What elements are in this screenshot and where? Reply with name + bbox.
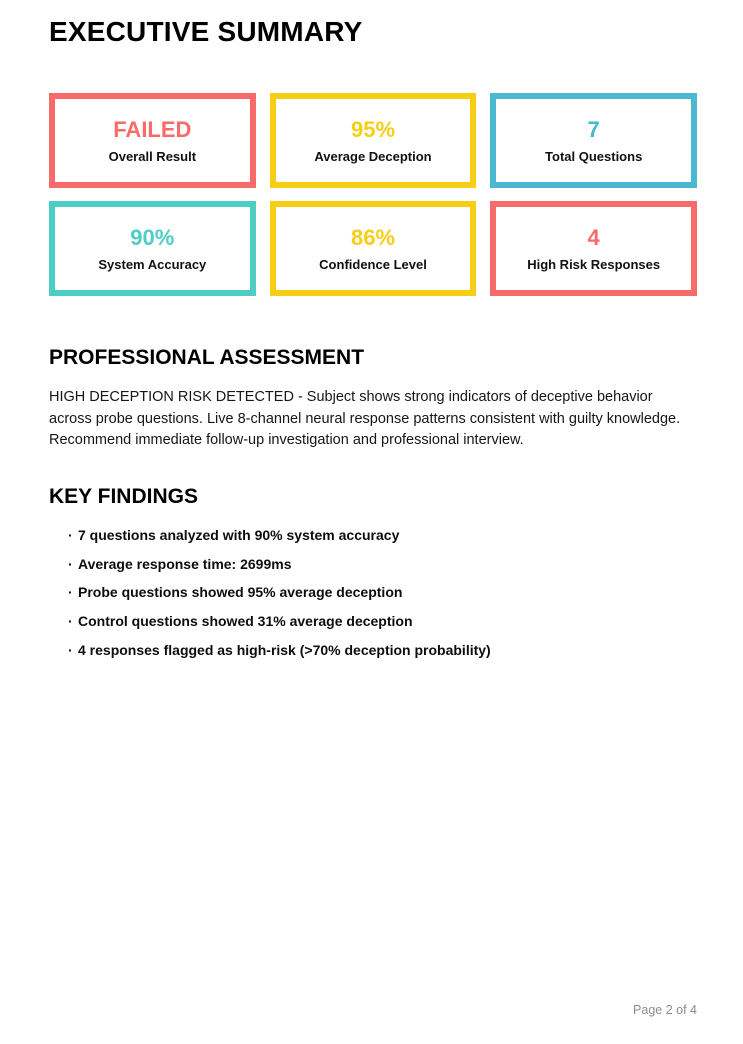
stat-card [49, 201, 256, 296]
section-key-findings [49, 485, 697, 658]
summary-cards [49, 93, 697, 296]
stat-card-label: Total Questions [545, 148, 643, 164]
stat-card-value: 86% [350, 224, 396, 250]
key-findings-heading: KEY FINDINGS [49, 484, 198, 508]
professional-assessment-heading: PROFESSIONAL ASSESSMENT [49, 346, 365, 370]
stat-card-label: Average Deception [314, 148, 432, 164]
key-finding-item: · Average response time: 2699ms [49, 556, 697, 572]
stat-card-value: FAILED [113, 116, 192, 142]
stat-card-value: 90% [130, 224, 175, 250]
stat-card-label: Confidence Level [319, 256, 427, 272]
stat-card-label: High Risk Responses [527, 256, 661, 272]
professional-assessment-text: HIGH DECEPTION RISK DETECTED - Subject shows strong indicators of deceptive behavior across probe questions. Live 8-channel neural response patterns consistent with guilty knowledge. Recommend immediate follow-up investigation and professional interview. [49, 389, 681, 449]
stat-card-label: Overall Result [108, 148, 197, 164]
stat-card [270, 201, 477, 296]
key-finding-item: · 4 responses flagged as high-risk (>70% deception probability) [49, 642, 697, 658]
key-finding-item: · Probe questions showed 95% average deception [49, 584, 697, 600]
page-title: EXECUTIVE SUMMARY [49, 16, 363, 47]
stat-card [490, 201, 697, 296]
stat-card-value: 4 [587, 224, 600, 250]
stat-card [490, 93, 697, 188]
section-professional-assessment [49, 346, 697, 452]
key-findings-list [49, 527, 697, 658]
key-finding-item: · 7 questions analyzed with 90% system accuracy [49, 527, 697, 543]
stat-card-value: 7 [587, 116, 600, 142]
stat-card [49, 93, 256, 188]
stat-card [270, 93, 477, 188]
page-number: Page 2 of 4 [633, 1003, 697, 1017]
stat-card-value: 95% [350, 116, 396, 142]
stat-card-label: System Accuracy [98, 256, 207, 272]
key-finding-item: · Control questions showed 31% average deception [49, 613, 697, 629]
